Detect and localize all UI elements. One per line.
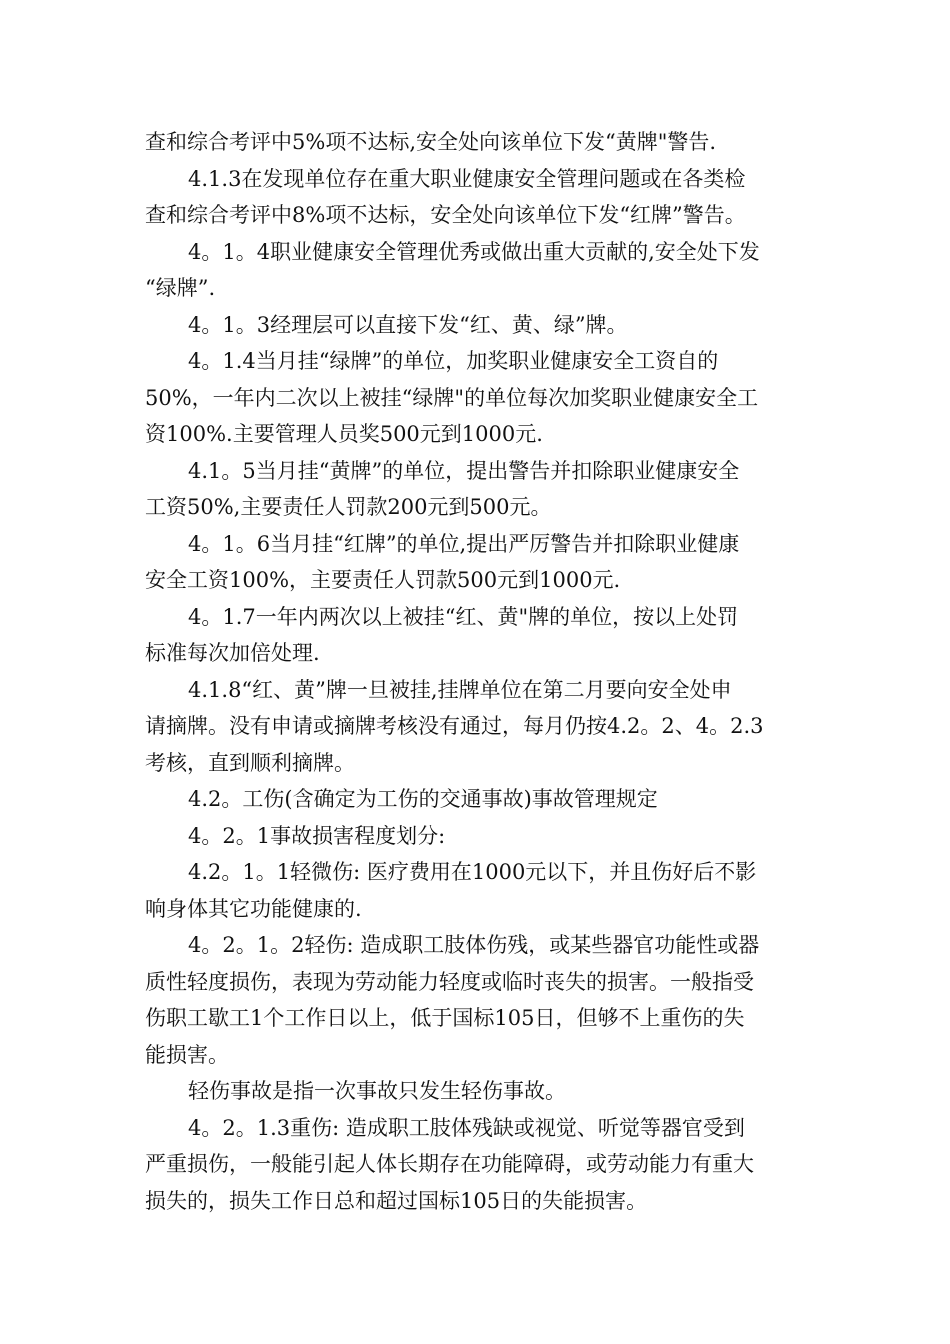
text-line: 轻伤事故是指一次事故只发生轻伤事故。 [188,1079,566,1103]
text-line: 4。2。1事故损害程度划分: [188,823,446,848]
text-line: 查和综合考评中5%项不达标,安全处向该单位下发“黄牌"警告. [145,130,717,154]
text-line: 4.2。1。1轻微伤: 医疗费用在1000元以下，并且伤好后不影 [188,860,757,884]
text-line: 能损害。 [145,1042,229,1067]
text-line: 4。1。6当月挂“红牌”的单位,提出严厉警告并扣除职业健康 [188,531,740,556]
text-line: 4.2。工伤(含确定为工伤的交通事故)事故管理规定 [188,787,658,811]
text-line: 50%，一年内二次以上被挂“绿牌"的单位每次加奖职业健康安全工 [145,385,759,410]
text-line: 查和综合考评中8%项不达标，安全处向该单位下发“红牌”警告。 [145,203,746,227]
text-line: 伤职工歇工1个工作日以上，低于国标105日，但够不上重伤的失 [145,1006,745,1030]
text-line: 请摘牌。没有申请或摘牌考核没有通过，每月仍按4.2。2、4。2.3 [145,714,764,738]
text-line: 4.1.8“红、黄”牌一旦被挂,挂牌单位在第二月要向安全处申 [188,677,732,702]
text-line: 4。2。1.3重伤: 造成职工肢体残缺或视觉、听觉等器官受到 [188,1115,745,1140]
text-line: 4.1.3在发现单位存在重大职业健康安全管理问题或在各类检 [188,166,746,191]
text-line: 质性轻度损伤，表现为劳动能力轻度或临时丧失的损害。一般指受 [145,969,754,994]
text-line: 安全工资100%，主要责任人罚款500元到1000元. [145,568,621,592]
text-line: 工资50%,主要责任人罚款200元到500元。 [145,495,552,519]
text-line: 损失的，损失工作日总和超过国标105日的失能损害。 [145,1188,648,1213]
text-line: “绿牌”. [145,276,216,300]
text-line: 资100%.主要管理人员奖500元到1000元. [145,422,543,446]
text-line: 响身体其它功能健康的. [145,896,362,921]
text-line: 标准每次加倍处理. [145,641,320,665]
text-line: 4。1.4当月挂“绿牌”的单位，加奖职业健康安全工资自的 [188,349,719,373]
text-line: 严重损伤，一般能引起人体长期存在功能障碍，或劳动能力有重大 [145,1152,754,1176]
text-line: 4。1。3经理层可以直接下发“红、黄、绿”牌。 [188,312,628,337]
text-line: 4。2。1。2轻伤: 造成职工肢体伤残，或某些器官功能性或器 [188,933,760,957]
text-line: 4.1。5当月挂“黄牌”的单位，提出警告并扣除职业健康安全 [188,458,740,483]
text-line: 4。1。4职业健康安全管理优秀或做出重大贡献的,安全处下发 [188,239,760,264]
document-body [145,124,810,1219]
text-line: 4。1.7一年内两次以上被挂“红、黄"牌的单位，按以上处罚 [188,604,739,629]
text-line: 考核，直到顺利摘牌。 [145,750,355,775]
